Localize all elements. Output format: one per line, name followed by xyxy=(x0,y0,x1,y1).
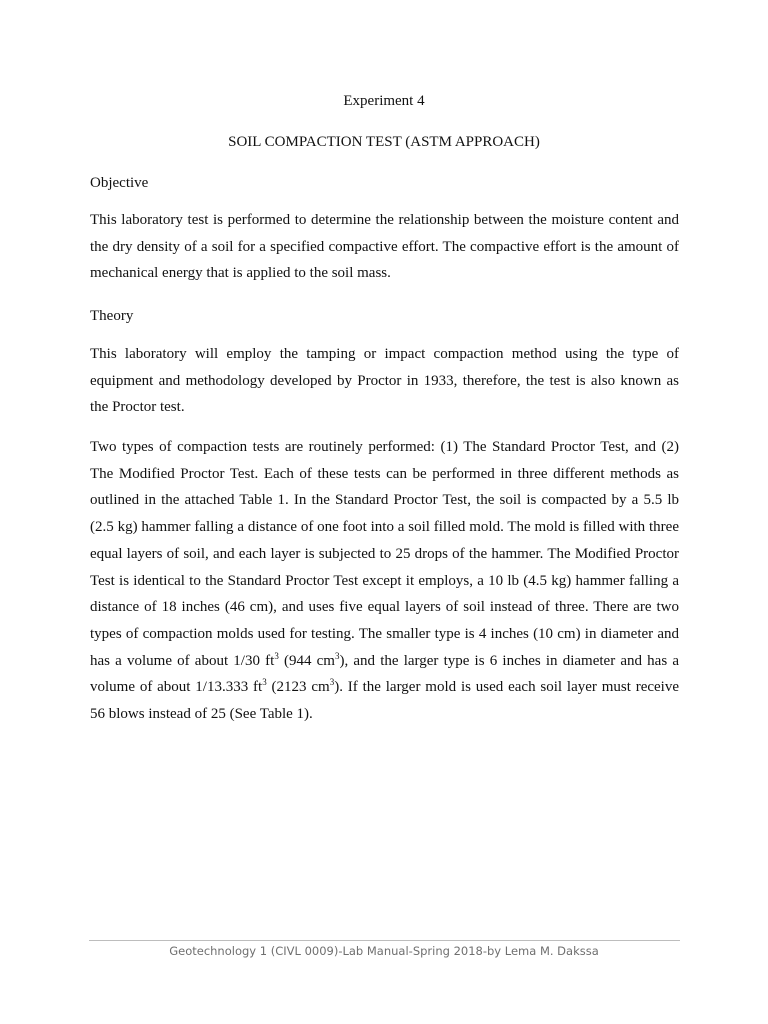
theory-paragraph-2-text: ), and the larger type is 6 inches in diameter and has a volume of about 1/13.333 ft xyxy=(90,652,680,696)
document-title: SOIL COMPACTION TEST (ASTM APPROACH) xyxy=(228,134,540,150)
footer-divider xyxy=(89,940,680,941)
theory-heading: Theory xyxy=(90,308,134,324)
experiment-label: Experiment 4 xyxy=(343,93,425,109)
theory-paragraph-2-text: ). If the larger mold is used each soil layer must receive 56 blows instead of 25 (See Table 1). xyxy=(90,679,679,723)
objective-heading: Objective xyxy=(90,175,149,191)
superscript: 3 xyxy=(262,677,267,688)
theory-paragraph-2 xyxy=(90,434,679,728)
superscript: 3 xyxy=(334,650,340,661)
page-footer: Geotechnology 1 (CIVL 0009)-Lab Manual-Spring 2018-by Lema M. Dakssa xyxy=(169,944,599,958)
theory-paragraph-1: This laboratory will employ the tamping or impact compaction method using the type of equipment and methodology developed by Proctor in 1933, therefore, the test is also known as the Proctor test. xyxy=(90,346,679,416)
objective-paragraph: This laboratory test is performed to determine the relationship between the moisture content and the dry density of a soil for a specified compactive effort. The compactive effort is the amount of mechanical energy that is applied to the soil mass. xyxy=(90,212,679,282)
theory-paragraph-2-text: (2123 cm xyxy=(266,679,330,696)
theory-paragraph-2-text: (944 cm xyxy=(278,652,335,669)
superscript: 3 xyxy=(274,650,279,661)
theory-paragraph-2-text: Two types of compaction tests are routinely performed: (1) The Standard Proctor Test, and (2) The Modified Proctor Test. Each of these tests can be performed in three different methods as outlined in the attached Table 1. In the Standard Proctor Test, the soil is compacted by a 5.5 lb (2.5 kg) hammer falling a distance of one foot into a soil filled mold. The mold is filled with three equal layers of soil, and each layer is subjected to 25 drops of the hammer. The Modified Proctor Test is identical to the Standard Proctor Test except it employs, a 10 lb (4.5 kg) hammer falling a distance of 18 inches (46 cm), and uses five equal layers of soil instead of three. There are two types of compaction molds used for testing. The smaller type is 4 inches (10 cm) in diameter and has a volume of about 1/30 ft xyxy=(90,439,679,669)
superscript: 3 xyxy=(329,677,335,688)
